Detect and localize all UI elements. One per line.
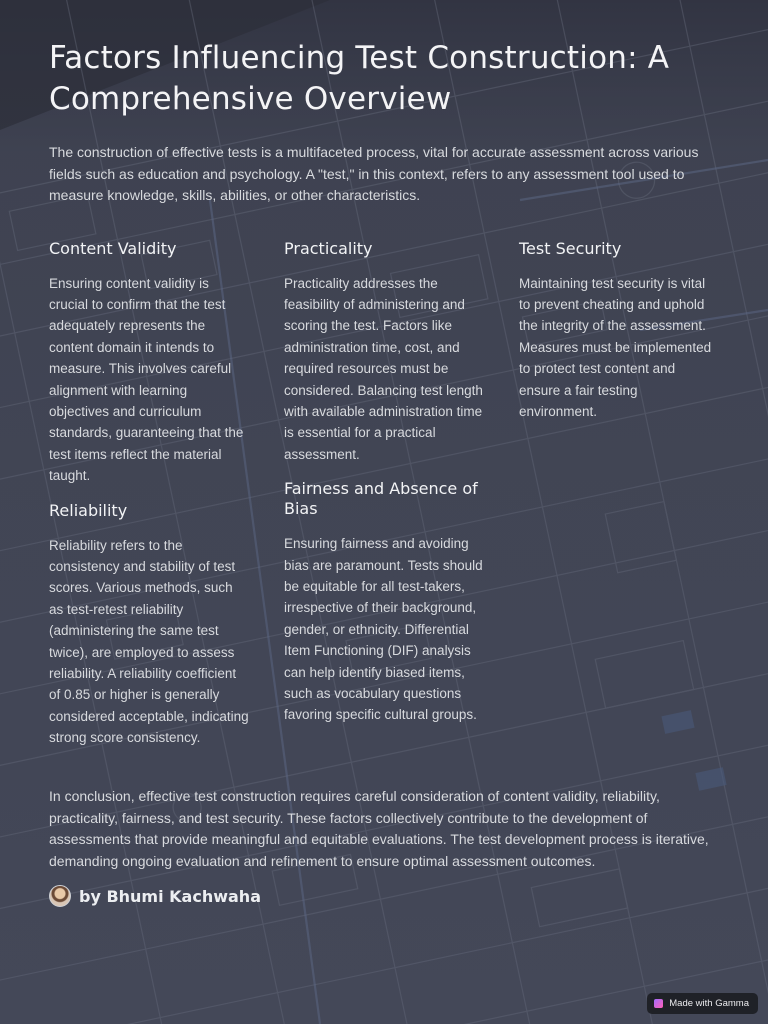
author-byline[interactable] bbox=[49, 885, 261, 907]
section-body: Maintaining test security is vital to prevent cheating and uphold the integrity of the assessment. Measures must be implemented to protect test content and ensure a fair testing environment. bbox=[519, 275, 712, 419]
section-body: Practicality addresses the feasibility of administering and scoring the test. Factors like administration time, cost, and required resources must be considered. Balancing test length with available administration time is essential for a practical assessment. bbox=[284, 275, 483, 462]
section-fairness bbox=[284, 479, 484, 726]
author-avatar-icon bbox=[49, 885, 71, 907]
section-heading: Practicality bbox=[284, 238, 373, 258]
section-body: Reliability refers to the consistency and stability of test scores. Various methods, such as test-retest reliability (administering the same test twice), are employed to assess reliability. A reliability coefficient of 0.85 or higher is generally considered acceptable, indicating strong score consistency. bbox=[49, 537, 249, 746]
column-3 bbox=[519, 239, 719, 423]
section-body: Ensuring content validity is crucial to confirm that the test adequately represents the content domain it intends to measure. This involves careful alignment with learning objectives and curriculum standards, guaranteeing that the test items reflect the material taught. bbox=[49, 275, 244, 484]
column-2 bbox=[284, 239, 484, 726]
sections-grid bbox=[49, 239, 729, 779]
author-name: by Bhumi Kachwaha bbox=[79, 886, 261, 906]
section-body: Ensuring fairness and avoiding bias are paramount. Tests should be equitable for all test-takers, irrespective of their background, gender, or ethnicity. Differential Item Functioning (DIF) analysis can help identify biased items, such as vocabulary questions favoring specific cultural groups. bbox=[284, 536, 483, 723]
section-heading: Reliability bbox=[49, 500, 128, 520]
made-with-gamma-badge[interactable] bbox=[647, 993, 758, 1014]
main-content bbox=[49, 38, 729, 779]
badge-label: Made with Gamma bbox=[669, 998, 749, 1009]
section-practicality bbox=[284, 239, 484, 466]
gamma-logo-icon bbox=[654, 999, 663, 1008]
intro-paragraph: The construction of effective tests is a multifaceted process, vital for accurate assessment across various fields such as education and psychology. A "test," in this context, refers to any assessment tool used to measure knowledge, skills, abilities, or other characteristics. bbox=[49, 144, 699, 203]
section-heading: Fairness and Absence of Bias bbox=[284, 479, 478, 519]
page-title: Factors Influencing Test Construction: A Comprehensive Overview bbox=[49, 40, 670, 117]
section-heading: Test Security bbox=[519, 238, 622, 258]
section-reliability bbox=[49, 501, 249, 749]
section-test-security bbox=[519, 239, 719, 423]
column-1 bbox=[49, 239, 249, 749]
section-heading: Content Validity bbox=[49, 238, 177, 258]
conclusion-paragraph: In conclusion, effective test construction requires careful consideration of content validity, reliability, practicality, fairness, and test security. These factors collectively contribute to the development of assessments that provide meaningful and equitable evaluations. The test development process is iterative, demanding ongoing evaluation and refinement to ensure optimal assessment outcomes. bbox=[49, 788, 709, 869]
section-content-validity bbox=[49, 239, 249, 487]
